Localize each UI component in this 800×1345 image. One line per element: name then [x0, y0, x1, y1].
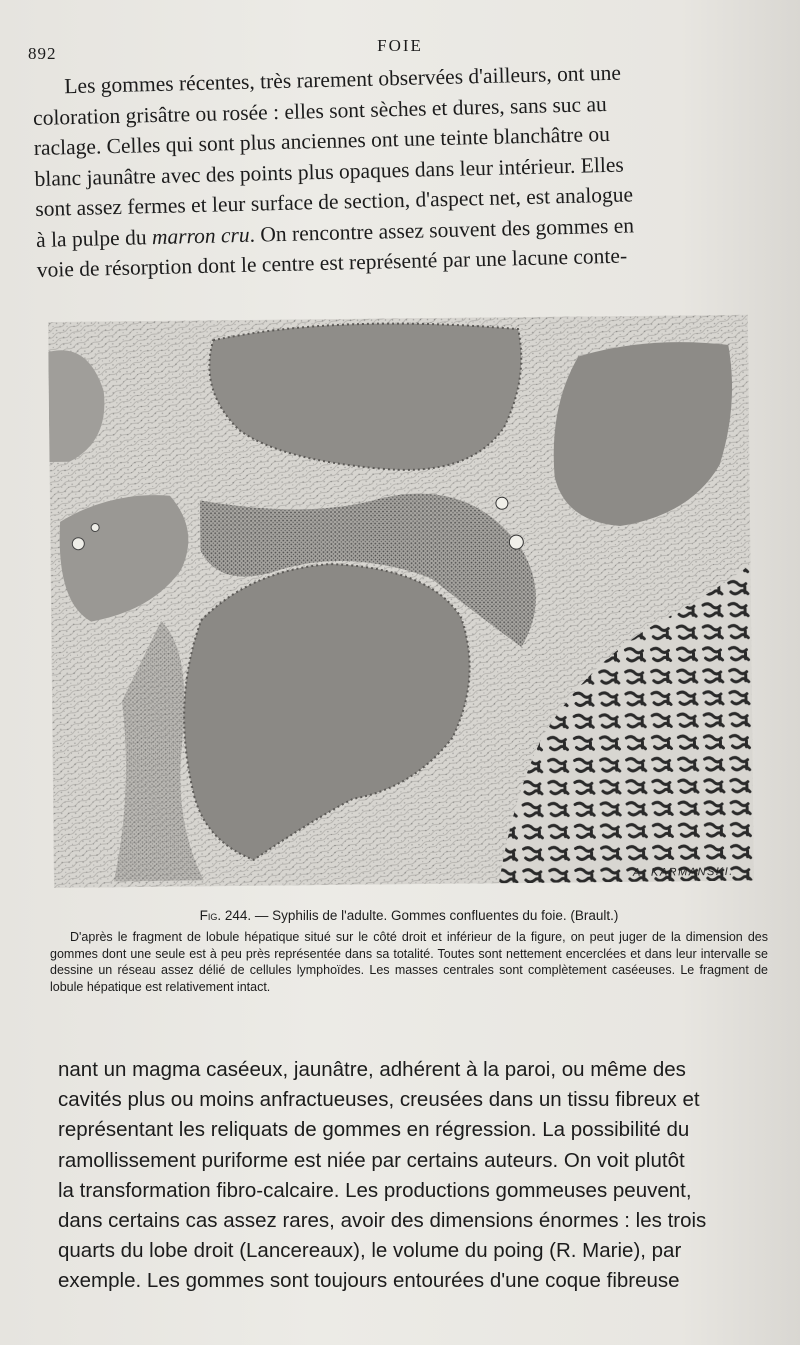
text-line: nant un magma caséeux, jaunâtre, adhérent à la paroi, ou même des [58, 1058, 686, 1081]
text-line: dans certains cas assez rares, avoir des dimensions énormes : les trois [58, 1209, 707, 1233]
text-line: exemple. Les gommes sont toujours entourées d'une coque fibreuse [58, 1269, 680, 1293]
page-number: 892 [28, 44, 57, 63]
text-line: sont assez fermes et leur surface de section, d'aspect net, est analogue [35, 182, 634, 221]
running-title: FOIE [377, 36, 423, 55]
vessel-lumen [496, 497, 508, 509]
bottom-paragraph [58, 1055, 772, 1297]
text-line: voie de résorption dont le centre est représenté par une lacune conte- [36, 243, 628, 282]
figure-label: Fig. 244. [199, 908, 252, 923]
text-line: raclage. Celles qui sont plus anciennes ont une teinte blanchâtre ou [33, 121, 611, 160]
histology-figure [48, 315, 754, 888]
text-line: la transformation fibro-calcaire. Les productions gommeuses peuvent, [58, 1178, 692, 1202]
italic-term: marron cru [151, 222, 250, 249]
text-line: coloration grisâtre ou rosée : elles sont sèches et dures, sans suc au [32, 91, 607, 130]
text-line: Les gommes récentes, très rarement observées d'ailleurs, ont une [64, 60, 622, 99]
text-line: blanc jaunâtre avec des points plus opaques dans leur intérieur. Elles [34, 152, 625, 191]
caption-body: D'après le fragment de lobule hépatique situé sur le côté droit et inférieur de la figure, on peut juger de la dimension des gommes dont une seule est à peu près représentée dans sa totalité. Toutes sont nettement encerclées et dans leur intervalle se dessine un réseau assez délié de cellules lymphoïdes. Les masses centrales sont complètement caséeuses. Le fragment de lobule hépatique est relativement intact. [50, 930, 768, 994]
text-line: ramollissement puriforme est niée par certains auteurs. On voit plutôt [58, 1148, 685, 1172]
text-line: cavités plus ou moins anfractueuses, creusées dans un tissu fibreux et [58, 1088, 700, 1112]
figure-caption [50, 908, 768, 995]
caption-title: Fig. 244. — Syphilis de l'adulte. Gommes confluentes du foie. (Brault.) [199, 908, 619, 923]
top-paragraph [32, 54, 755, 285]
vessel-lumen [509, 535, 523, 549]
text-line: quarts du lobe droit (Lancereaux), le volume du poing (R. Marie), par [58, 1239, 682, 1263]
artist-signature: A. KARMANSKI. [632, 865, 734, 879]
text-line: représentant les reliquats de gommes en régression. La possibilité du [58, 1118, 690, 1142]
text-line-with-italic: à la pulpe du marron cru. On rencontre assez souvent des gommes en [35, 212, 635, 252]
